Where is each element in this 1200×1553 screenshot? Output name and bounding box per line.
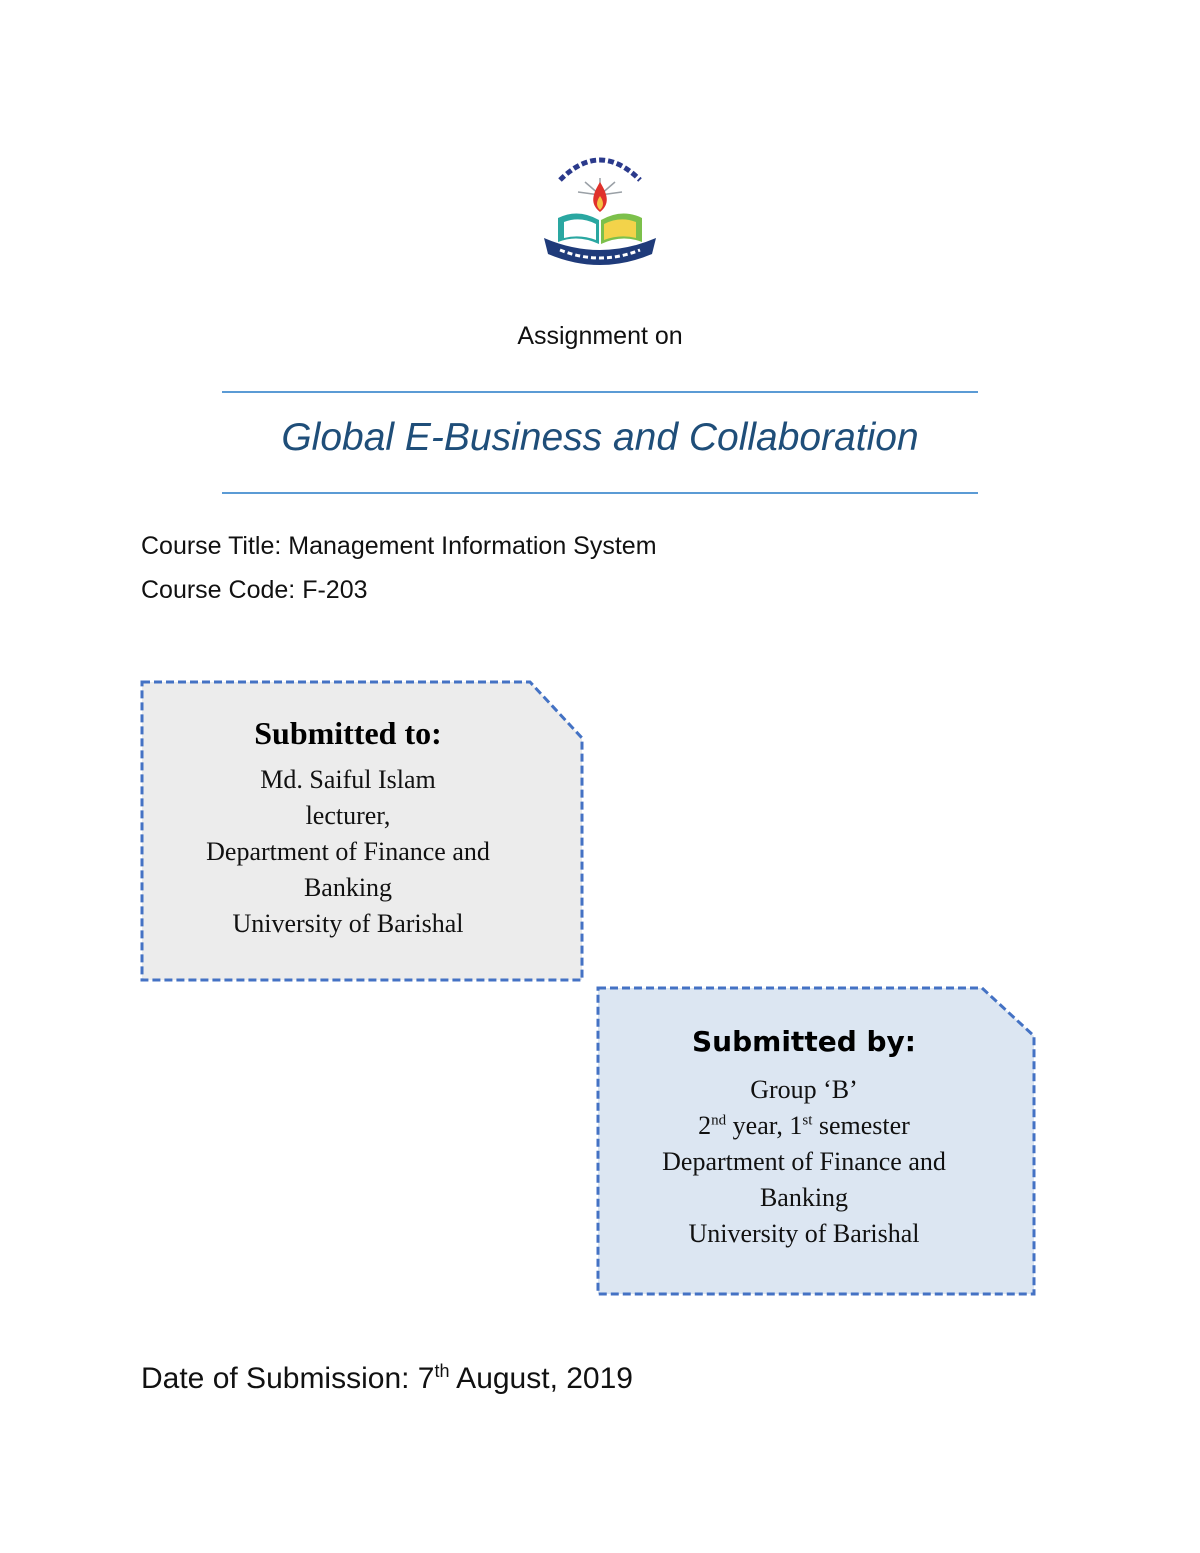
- supervisor-university: University of Barishal: [232, 909, 464, 938]
- document-title: Global E-Business and Collaboration: [281, 416, 919, 459]
- university-logo: [530, 140, 670, 280]
- student-university: University of Barishal: [688, 1219, 920, 1248]
- course-code-line: [141, 576, 368, 605]
- date-day-suffix: th: [434, 1361, 450, 1381]
- course-code-value: F-203: [302, 576, 368, 604]
- group-name: Group ‘B’: [750, 1075, 858, 1104]
- supervisor-department-line1: Department of Finance and: [206, 837, 490, 866]
- date-label: Date of Submission:: [141, 1362, 418, 1395]
- submitted-by-content: [596, 1025, 1012, 1252]
- submitted-to-content: [140, 715, 556, 942]
- title-top-rule: [222, 391, 978, 393]
- course-title-line: [141, 532, 657, 561]
- course-code-label: Course Code:: [141, 576, 296, 604]
- title-bottom-rule: [222, 492, 978, 494]
- assignment-on-label: Assignment on: [517, 322, 683, 350]
- student-department-line2: Banking: [759, 1183, 849, 1212]
- student-department-line1: Department of Finance and: [662, 1147, 946, 1176]
- submission-date-line: [141, 1362, 633, 1396]
- date-rest: August, 2019: [449, 1362, 633, 1395]
- submitted-to-heading: Submitted to:: [254, 715, 442, 751]
- year-semester-line: [596, 1108, 1012, 1144]
- year-number: 2: [698, 1111, 712, 1140]
- submitted-by-heading: Submitted by:: [692, 1025, 916, 1058]
- year-text: year,: [726, 1111, 790, 1140]
- course-title-label: Course Title:: [141, 532, 282, 560]
- supervisor-designation: lecturer,: [305, 801, 391, 830]
- supervisor-department-line2: Banking: [303, 873, 393, 902]
- supervisor-name: Md. Saiful Islam: [260, 765, 436, 794]
- semester-suffix: st: [802, 1112, 813, 1129]
- semester-number: 1: [789, 1111, 803, 1140]
- semester-text: semester: [812, 1111, 910, 1140]
- course-title-value: Management Information System: [288, 532, 657, 560]
- year-suffix: nd: [711, 1112, 727, 1129]
- date-day: 7: [417, 1362, 435, 1395]
